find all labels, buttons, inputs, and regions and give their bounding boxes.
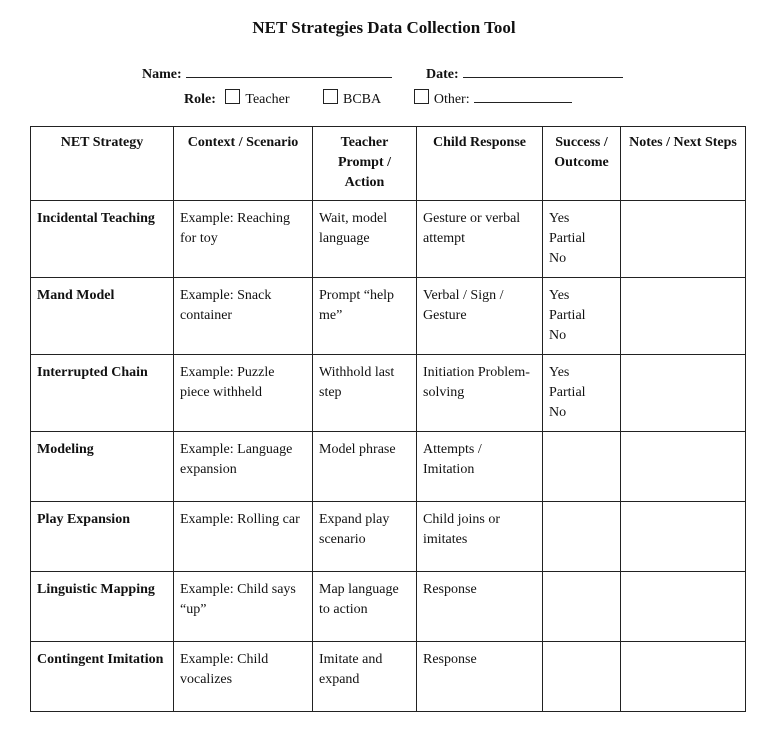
response-cell: Response <box>417 572 543 642</box>
header-strategy: NET Strategy <box>31 127 174 201</box>
table-row <box>31 572 746 642</box>
strategy-cell: Incidental Teaching <box>31 201 174 278</box>
response-cell: Gesture or verbal attempt <box>417 201 543 278</box>
response-cell: Verbal / Sign / Gesture <box>417 278 543 355</box>
table-row <box>31 355 746 432</box>
outcome-cell[interactable] <box>543 502 621 572</box>
notes-cell[interactable] <box>621 642 746 712</box>
response-cell: Child joins or imitates <box>417 502 543 572</box>
prompt-cell: Imitate and expand <box>313 642 417 712</box>
date-label: Date: <box>426 67 459 82</box>
other-blank[interactable] <box>474 89 572 103</box>
header-notes: Notes / Next Steps <box>621 127 746 201</box>
outcome-partial: Partial <box>549 385 586 400</box>
role-row <box>184 89 572 108</box>
context-cell: Example: Rolling car <box>174 502 313 572</box>
outcome-no: No <box>549 251 567 266</box>
role-option-other: Other: <box>433 92 470 107</box>
table-row <box>31 502 746 572</box>
notes-cell[interactable] <box>621 432 746 502</box>
notes-cell[interactable] <box>621 278 746 355</box>
strategy-table <box>30 126 746 712</box>
date-blank[interactable] <box>463 64 623 78</box>
strategy-cell: Modeling <box>31 432 174 502</box>
notes-cell[interactable] <box>621 201 746 278</box>
notes-cell[interactable] <box>621 572 746 642</box>
prompt-cell: Expand play scenario <box>313 502 417 572</box>
strategy-cell: Linguistic Mapping <box>31 572 174 642</box>
notes-cell[interactable] <box>621 355 746 432</box>
name-field[interactable] <box>142 64 392 83</box>
prompt-cell: Model phrase <box>313 432 417 502</box>
header-outcome: Success / Outcome <box>543 127 621 201</box>
table-row <box>31 432 746 502</box>
outcome-cell[interactable] <box>543 572 621 642</box>
outcome-cell[interactable] <box>543 355 621 432</box>
prompt-cell: Wait, model language <box>313 201 417 278</box>
strategy-cell: Play Expansion <box>31 502 174 572</box>
name-blank[interactable] <box>186 64 392 78</box>
context-cell: Example: Puzzle piece withheld <box>174 355 313 432</box>
outcome-cell[interactable] <box>543 201 621 278</box>
context-cell: Example: Language expansion <box>174 432 313 502</box>
outcome-partial: Partial <box>549 231 586 246</box>
prompt-cell: Withhold last step <box>313 355 417 432</box>
outcome-yes: Yes <box>549 365 570 380</box>
outcome-cell[interactable] <box>543 278 621 355</box>
page-title: NET Strategies Data Collection Tool <box>252 18 516 37</box>
response-cell: Attempts / Imitation <box>417 432 543 502</box>
table-row <box>31 278 746 355</box>
strategy-cell: Interrupted Chain <box>31 355 174 432</box>
notes-cell[interactable] <box>621 502 746 572</box>
header-response: Child Response <box>417 127 543 201</box>
teacher-checkbox[interactable] <box>225 89 240 104</box>
name-label: Name: <box>142 67 182 82</box>
outcome-cell[interactable] <box>543 432 621 502</box>
outcome-partial: Partial <box>549 308 586 323</box>
prompt-cell: Map language to action <box>313 572 417 642</box>
header-context: Context / Scenario <box>174 127 313 201</box>
response-cell: Response <box>417 642 543 712</box>
response-cell: Initiation Problem-solving <box>417 355 543 432</box>
strategy-cell: Mand Model <box>31 278 174 355</box>
strategy-cell: Contingent Imitation <box>31 642 174 712</box>
role-option-bcba: BCBA <box>342 92 381 107</box>
outcome-cell[interactable] <box>543 642 621 712</box>
outcome-yes: Yes <box>549 288 570 303</box>
other-checkbox[interactable] <box>414 89 429 104</box>
outcome-no: No <box>549 405 567 420</box>
date-field[interactable] <box>426 64 623 83</box>
context-cell: Example: Snack container <box>174 278 313 355</box>
context-cell: Example: Child vocalizes <box>174 642 313 712</box>
context-cell: Example: Reaching for toy <box>174 201 313 278</box>
role-label: Role: <box>184 92 216 107</box>
outcome-yes: Yes <box>549 211 570 226</box>
table-row <box>31 201 746 278</box>
bcba-checkbox[interactable] <box>323 89 338 104</box>
table-row <box>31 642 746 712</box>
prompt-cell: Prompt “help me” <box>313 278 417 355</box>
context-cell: Example: Child says “up” <box>174 572 313 642</box>
role-option-teacher: Teacher <box>245 92 290 107</box>
table-header-row <box>31 127 746 201</box>
outcome-no: No <box>549 328 567 343</box>
header-prompt: Teacher Prompt / Action <box>313 127 417 201</box>
